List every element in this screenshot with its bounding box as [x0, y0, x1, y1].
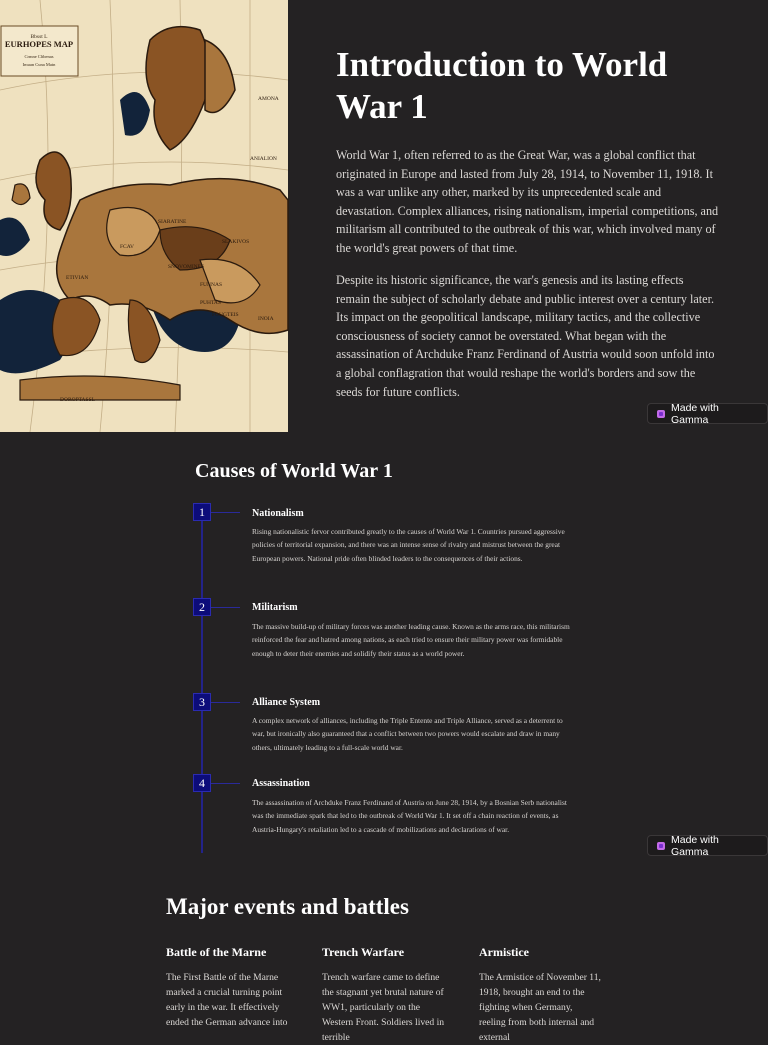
- map-label: ANIALION: [250, 156, 277, 162]
- cause-heading-nationalism: Nationalism: [252, 508, 304, 519]
- map-label: AMONA: [258, 96, 279, 102]
- event-heading: Armistice: [479, 945, 529, 959]
- map-label: ETIVIAN: [66, 275, 89, 281]
- cause-heading-assassination: Assassination: [252, 778, 310, 789]
- map-caption-line4: Imuan Cuna Matn: [22, 62, 56, 67]
- timeline-connector: [211, 702, 240, 703]
- map-label: SIARATINE: [158, 219, 187, 225]
- event-column-trench-warfare: [322, 945, 452, 1045]
- cause-body-alliance-system: A complex network of alliances, including the Triple Entente and Triple Alliance, served as a deterrent to war, but ironically also guaranteed that a conflict between two powers would escalate and draw in many others, ultimately leading to a full-scale world war.: [252, 716, 563, 752]
- cause-body-nationalism: Rising nationalistic fervor contributed greatly to the causes of World War 1. Countries pursued aggressive policies of territorial expansion, and there was an intense sense of rivalry and mistrust between the great European powers. National pride often blinded leaders to the consequences of their actions.: [252, 527, 565, 563]
- cause-heading-alliance-system: Alliance System: [252, 697, 321, 708]
- made-with-gamma-label: Made with Gamma: [671, 833, 719, 858]
- cause-heading-militarism: Militarism: [252, 602, 298, 613]
- event-column-marne: [166, 945, 296, 1030]
- timeline-connector: [211, 607, 240, 608]
- map-label: PUHTAS: [200, 300, 221, 306]
- timeline-number-3: 3: [193, 693, 211, 711]
- event-heading: Battle of the Marne: [166, 945, 267, 959]
- timeline-connector: [211, 512, 240, 513]
- map-caption-line3: Crmne Cltbenas: [24, 54, 54, 59]
- timeline-number-4: 4: [193, 774, 211, 792]
- timeline-number-2: 2: [193, 598, 211, 616]
- made-with-gamma-button[interactable]: [647, 835, 768, 856]
- map-caption-line1: Bbsst L: [30, 34, 48, 40]
- map-label: SLAKIVOS: [222, 239, 250, 245]
- slide-introduction: [0, 0, 768, 432]
- map-label: DOROPTASSL: [60, 397, 96, 403]
- timeline-line: [201, 513, 203, 853]
- made-with-gamma-button[interactable]: [647, 403, 768, 424]
- made-with-gamma-label: Made with Gamma: [671, 401, 719, 426]
- gamma-logo-icon: [656, 409, 666, 419]
- event-heading: Trench Warfare: [322, 945, 405, 959]
- timeline-number-1: 1: [193, 503, 211, 521]
- event-column-armistice: [479, 945, 601, 1045]
- map-label: FCAV: [120, 244, 134, 250]
- cause-body-militarism: The massive build-up of military forces was another leading cause. Known as the arms race, this militarism reinforced the fear and hatred among nations, as each tried to ensure their military power was formidable enough to deter their enemies and solidify their status as a world power.: [252, 622, 570, 658]
- map-caption-line2: EURHOPES MAP: [4, 39, 74, 49]
- timeline-connector: [211, 783, 240, 784]
- intro-paragraph-1: World War 1, often referred to as the Great War, was a global conflict that originated in Europe and lasted from July 28, 1914, to November 11, 1918. It was a war unlike any other, marked by its unprecedented scale and devastation. Complex alliances, rising nationalism, imperial competitions, and militarism all contributed to the outbreak of this war, which involved many of the world's great powers of that time.: [336, 148, 719, 255]
- event-body: The First Battle of the Marne marked a crucial turning point early in the war. It effectively ended the German advance into: [166, 972, 288, 1028]
- page-title: Introduction to World War 1: [336, 45, 668, 126]
- map-label: SNOVOMINES: [168, 264, 205, 270]
- europe-map-image: [0, 0, 288, 432]
- intro-paragraph-2: Despite its historic significance, the war's genesis and its lasting effects remain the subject of scholarly debate and public interest over a century later. Its impact on the geopolitical landscape, military tactics, and the collective consciousness of society cannot be overstated. What began with the assassination of Archduke Franz Ferdinand of Austria would soon unfold into a global conflagration that would reshape the world's borders and sow the seeds for future conflicts.: [336, 273, 715, 399]
- map-label: INOIA: [258, 316, 274, 322]
- event-body: Trench warfare came to define the stagnant yet brutal nature of WW1, particularly on the Western Front. Soldiers lived in terrible: [322, 972, 445, 1043]
- major-events-title: Major events and battles: [166, 894, 409, 919]
- gamma-logo-icon: [656, 841, 666, 851]
- map-label: FUNNAS: [200, 282, 223, 288]
- map-label: FOUGTEIS: [212, 312, 239, 318]
- causes-title: Causes of World War 1: [195, 460, 393, 482]
- event-body: The Armistice of November 11, 1918, brought an end to the fighting when Germany, reeling from both internal and external: [479, 972, 601, 1043]
- cause-body-assassination: The assassination of Archduke Franz Ferdinand of Austria on June 28, 1914, by a Bosnian Serb nationalist was the immediate spark that led to the outbreak of World War 1. It set off a chain reaction of events, as Austria-Hungary's retaliation led to a cascade of mobilizations and declarations of war.: [252, 798, 567, 834]
